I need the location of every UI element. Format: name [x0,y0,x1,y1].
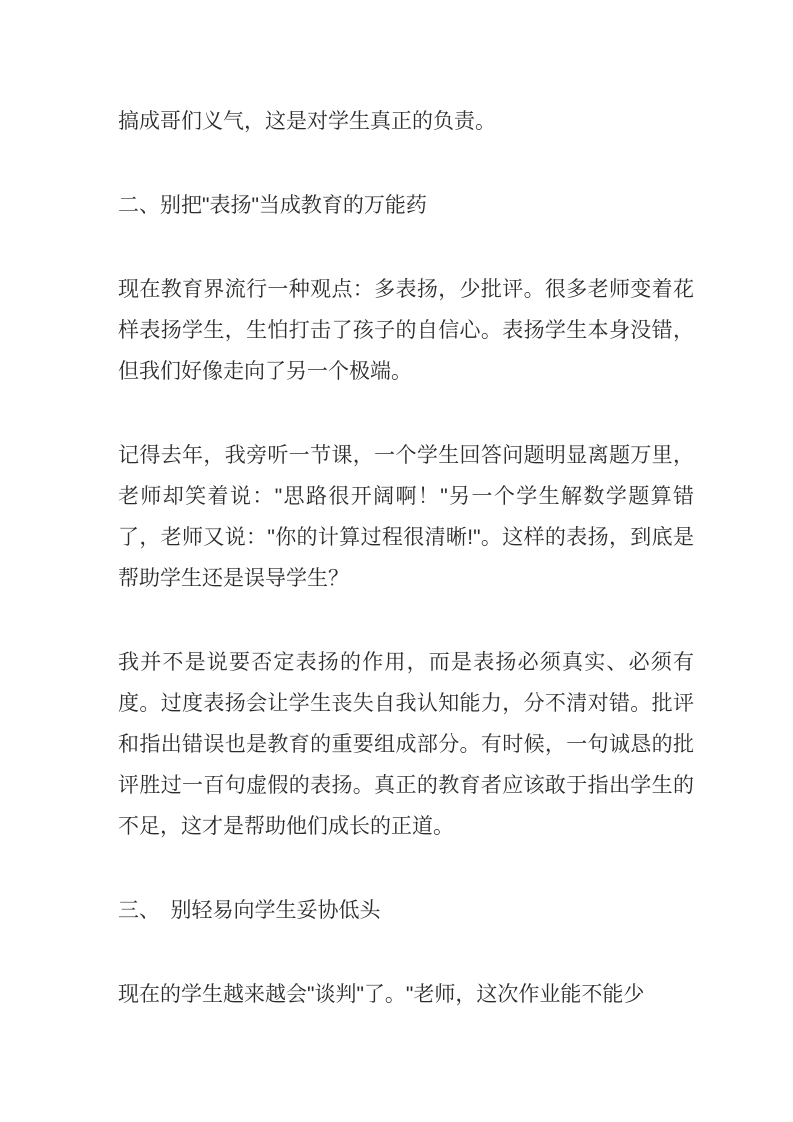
paragraph: 我并不是说要否定表扬的作用，而是表扬必须真实、必须有度。过度表扬会让学生丧失自我认知能力，分不清对错。批评和指出错误也是教育的重要组成部分。有时候，一句诚恳的批评胜过一百句虚假的表扬。真正的教育者应该敢于指出学生的不足，这才是帮助他们成长的正道。 [118,651,694,838]
paragraph: 记得去年，我旁听一节课，一个学生回答问题明显离题万里，老师却笑着说："思路很开阔啊！"另一个学生解数学题算错了，老师又说："你的计算过程很清晰!"。这样的表扬，到底是帮助学生还是误导学生？ [118,444,694,590]
section-heading-2: 二、别把"表扬"当成教育的万能药 [118,194,427,217]
paragraph-truncated: 现在的学生越来越会"谈判"了。"老师，这次作业能不能少 [118,983,645,1006]
section-heading-3: 三、 别轻易向学生妥协低头 [118,899,381,922]
article-content [118,101,694,1015]
paragraph: 现在教育界流行一种观点：多表扬，少批评。很多老师变着花样表扬学生，生怕打击了孩子的自信心。表扬学生本身没错，但我们好像走向了另一个极端。 [118,278,694,383]
paragraph-continuation: 搞成哥们义气，这是对学生真正的负责。 [118,110,496,133]
